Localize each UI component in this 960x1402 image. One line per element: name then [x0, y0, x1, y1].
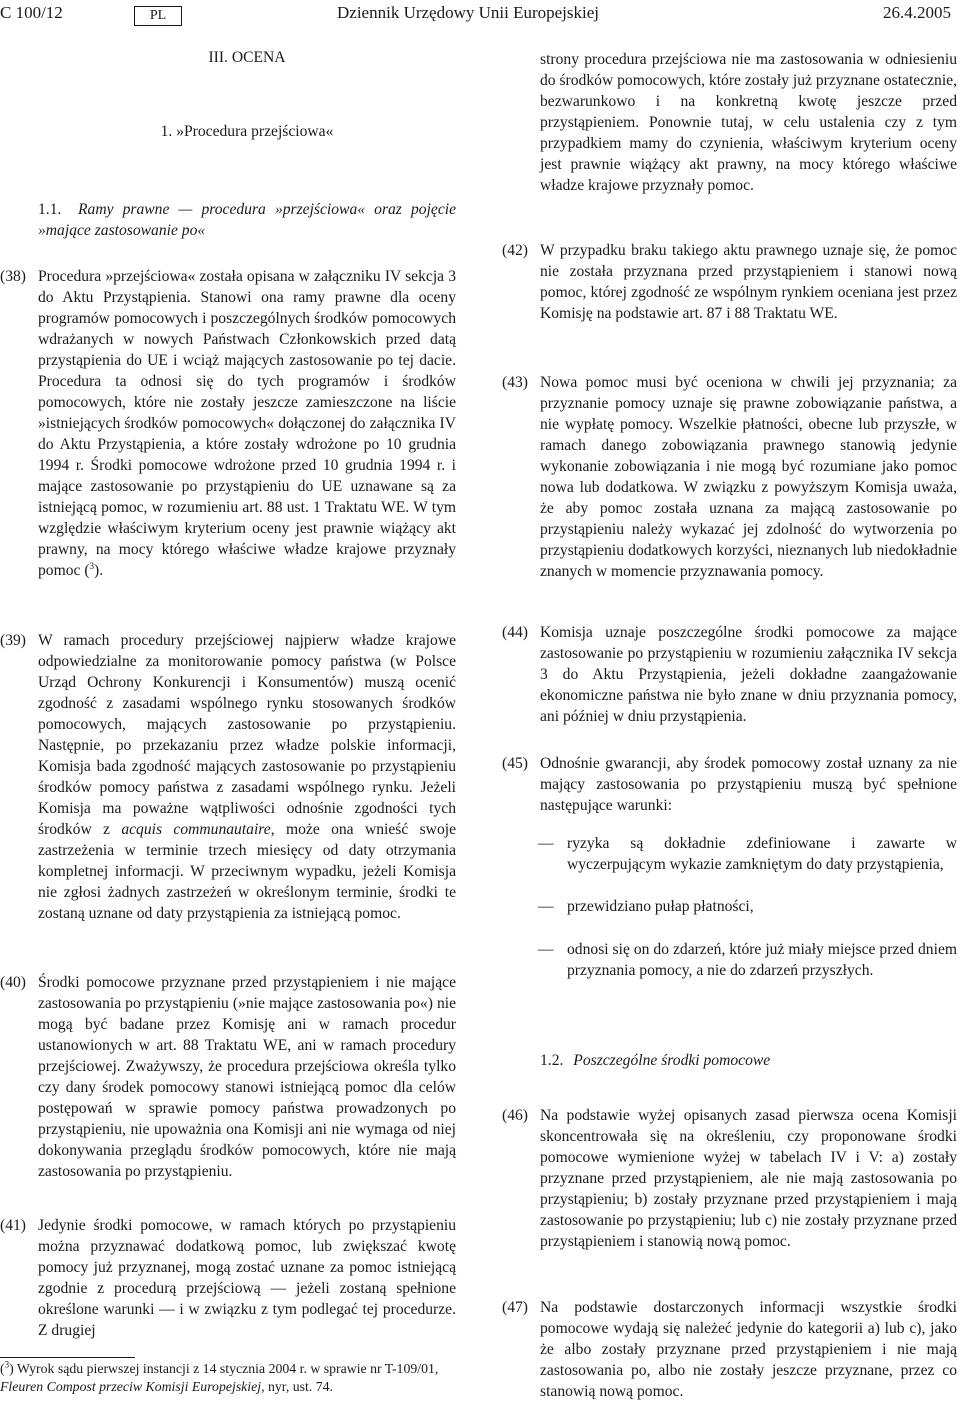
paragraph-39: (39) W ramach procedury przejściowej najpierw władze krajowe odpowiedzialne za monitorowanie pomocy państwa (w Polsce Urząd Ochrony Konkurencji i Konsumentów) muszą ocenić zgodność z zasadami wspólnego rynku stosowanych środków pomocowych, mających zastosowanie po przystąpieniu. Następnie, po przekazaniu przez władze polskie informacji, Komisja bada zgodność mających zastosowanie po przystąpieniu środków pomocy państwa z zasadami wspólnego rynku. Jeżeli Komisja ma poważne wątpliwości odnośnie zgodności tych środków z acquis communautaire, może ona wnieść swoje zastrzeżenia w terminie trzech miesięcy od daty otrzymania kompletnej informacji. W przeciwnym wypadku, jeżeli Komisja nie zgłosi żadnych zastrzeżeń w określonym terminie, środki te zostaną uznane od daty przystąpienia za istniejącą pomoc. — [0, 632, 456, 922]
publication-date: 26.4.2005 — [883, 3, 951, 22]
paragraph-42: (42) W przypadku braku takiego aktu prawnego uznaje się, że pomoc nie została przyznana przed przystąpieniem i stanowi nową pomoc, której zgodność ze wspólnym rynkiem oceniana jest przez Komisję na podstawie art. 87 i 88 Traktatu WE. — [502, 242, 957, 322]
paragraph-40: (40) Środki pomocowe przyznane przed przystąpieniem i nie mające zastosowania po przystąpieniu (»nie mające zastosowania po«) nie mogą być badane przez Komisję ani w ramach procedur ustanowionych w art. 88 Traktatu WE, ani w ramach procedury przejściowej. Zważywszy, że procedura przejściowa określa tylko czy dany środek pomocowy stanowi istniejącą pomoc dla celów postępowań w sprawie pomocy państwa prowadzonych po przystąpieniu, nie upoważnia ona Komisji ani nie wymaga od niej dokonywania przeglądu środków pomocowych, które nie mają zastosowania po przystąpieniu. — [0, 974, 456, 1180]
paragraph-47: (47) Na podstawie dostarczonych informacji wszystkie środki pomocowe wydają się należeć jedynie do kategorii a) lub c), jako że albo zostały przyznane przed przystąpieniem i nie mają zastosowania po, albo nie zostały jeszcze przyznane, przez co stanowią nową pomoc. — [502, 1299, 957, 1400]
paragraph-41: (41) Jedynie środki pomocowe, w ramach których po przystąpieniu można przyznawać dodatkową pomoc, lub zwiększać kwotę pomocy już przyznanej, mogą zostać uznane za pomoc istniejącą zgodnie z procedurą przejściową — jeżeli zostaną spełnione określone warunki — i w związku z tym podlegać tej procedurze. Z drugiej — [0, 1217, 456, 1339]
page-header — [0, 3, 960, 25]
condition-item: — przewidziano pułap płatności, — [538, 898, 754, 915]
paragraph-41-continued: strony procedura przejściowa nie ma zastosowania w odniesieniu do środków pomocowych, które zostały już przyznane ostatecznie, bezwarunkowo i na konkretną kwotę jeszcze przed przystąpieniem. Ponownie tutaj, w celu ustalenia czy z tym przypadkiem mamy do czynienia, właściwym kryterium oceny jest prawnie wiążący akt prawny, na mocy którego właściwe władze krajowe przyznały pomoc. — [540, 51, 957, 194]
condition-item: — odnosi się on do zdarzeń, które już miały miejsce przed dniem przyznania pomocy, a nie do zdarzeń przyszłych. — [538, 941, 957, 979]
paragraph-45: (45) Odnośnie gwarancji, aby środek pomocowy został uznany za nie mający zastosowania po przystąpieniu muszą być spełnione następujące warunki: — [502, 755, 957, 814]
language-badge: PL — [134, 6, 182, 26]
subsection-heading: 1. »Procedura przejściowa« — [160, 123, 334, 140]
subsubsection-heading-1-2: 1.2. Poszczególne środki pomocowe — [540, 1052, 771, 1069]
subsubsection-heading: 1.1. Ramy prawne — procedura »przejściowa« oraz pojęcie »mające zastosowanie po« — [38, 201, 456, 239]
paragraph-38: (38) Procedura »przejściowa« została opisana w załączniku IV sekcja 3 do Aktu Przystąpienia. Stanowi ona ramy prawne dla oceny programów pomocowych i poszczególnych środków pomocowych wdrażanych w nowych Państwach Członkowskich przed datą przystąpienia do UE i wciąż mających zastosowanie po tej dacie. Procedura ta odnosi się do tych programów i środków pomocowych, które nie zostały jeszcze zamieszczone na liście »istniejących środków pomocowych« dołączonej do załącznika IV do Aktu Przystąpienia, a które zostały wdrożone po 10 grudnia 1994 r. Środki pomocowe wdrożone przed 10 grudnia 1994 r. i mające zastosowanie po przystąpieniu do UE uznawane są za istniejącą pomoc, w rozumieniu art. 88 ust. 1 Traktatu WE. W tym względzie właściwym kryterium oceny jest prawnie wiążący akt prawny, na mocy którego właściwe władze krajowe przyznały pomoc ($^3$). — [0, 268, 456, 579]
paragraph-43: (43) Nowa pomoc musi być oceniona w chwili jej przyznania; za przyznanie pomocy uznaje się prawne zobowiązanie państwa, a nie wypłatę pomocy. Wszelkie płatności, obecne lub przyszłe, w ramach danego zobowiązania prawnego stanowią jedynie wykonanie zobowiązania i nie mogą być rozumiane jako pomoc nowa lub dodatkowa. W związku z powyższym Komisja uważa, że aby pomoc została uznana za mającą zastosowanie po przystąpieniu należy wykazać jej zdolność do wytworzenia po przystąpieniu dodatkowych korzyści, nieznanych lub niedokładnie znanych w momencie przyznawania pomocy. — [502, 374, 957, 580]
section-heading: III. OCENA — [208, 49, 286, 66]
paragraph-46: (46) Na podstawie wyżej opisanych zasad pierwsza ocena Komisji skoncentrowała się na określeniu, czy proponowane środki pomocowe wymienione wyżej w tabelach IV i V: a) zostały przyznane przed przystąpieniem, ale nie mają zastosowania po przystąpieniu; b) zostały przyznane przed przystąpieniem i mają zastosowanie po przystąpieniu; lub c) nie zostały przyznane przed przystąpieniem i stanowią nową pomoc. — [502, 1107, 957, 1250]
footnote-rule — [0, 1357, 135, 1358]
footnote: ($^3$) Wyrok sądu pierwszej instancji z 14 stycznia 2004 r. w sprawie nr T-109/01, Fleuren Compost przeciw Komisji Europejskiej, nyr, ust. 74. — [0, 1359, 439, 1394]
paragraph-44: (44) Komisja uznaje poszczególne środki pomocowe za mające zastosowanie po przystąpieniu w rozumieniu załącznika IV sekcja 3 do Aktu Przystąpienia, jeżeli dokładne zaangażowanie ekonomiczne państwa nie było znane w dniu przyznania pomocy, ani później w dniu przystąpienia. — [502, 624, 957, 725]
journal-title: Dziennik Urzędowy Unii Europejskiej — [337, 3, 600, 22]
journal-reference: C 100/12 — [0, 3, 63, 22]
condition-item: — ryzyka są dokładnie zdefiniowane i zawarte w wyczerpującym wykazie zamkniętym do daty przystąpienia, — [538, 835, 957, 873]
